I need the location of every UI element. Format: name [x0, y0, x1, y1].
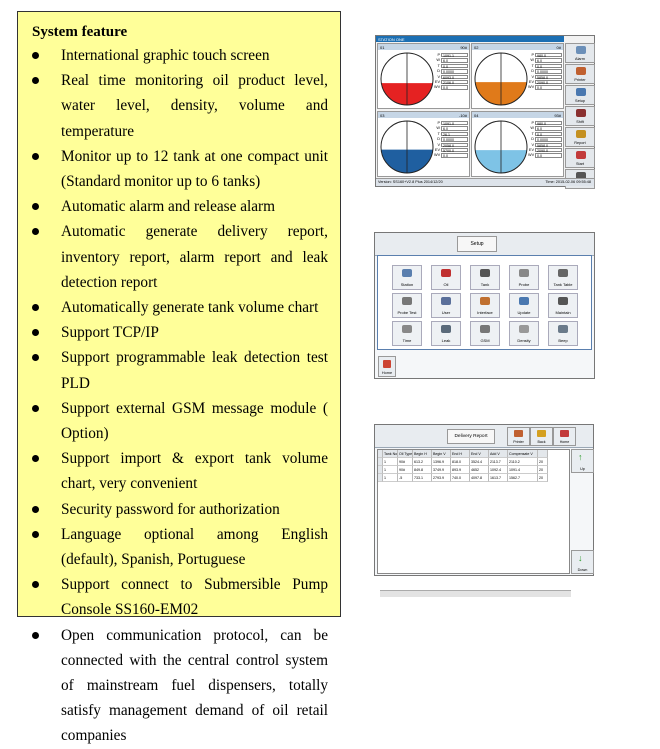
reading-key: P: [531, 53, 534, 57]
table-cell: -5: [398, 474, 413, 482]
feature-item: [32, 446, 328, 496]
feature-text: International graphic touch screen: [61, 47, 270, 64]
feature-text: Security password for authorization: [61, 500, 280, 518]
table-cell: 1: [383, 474, 398, 482]
reading-value: 2090.0: [535, 80, 562, 84]
reading-value: 0.0: [535, 153, 562, 157]
bullet-icon: [32, 203, 39, 210]
table-row[interactable]: [378, 466, 569, 474]
oil-icon: [441, 269, 451, 277]
table-cell: 3524.4: [470, 458, 489, 466]
table-cell: 2113.7: [489, 458, 508, 466]
reading-value: 2106.0: [441, 80, 468, 84]
setup-item-density[interactable]: [509, 321, 539, 346]
tank-product: -10#: [458, 112, 467, 118]
setup-item-user[interactable]: [431, 293, 461, 318]
feature-item: [32, 194, 328, 219]
reading-key: EV: [528, 147, 534, 152]
table-cell: 1: [383, 466, 398, 474]
reading-key: W: [436, 126, 440, 131]
home-icon: [383, 360, 391, 368]
reading-key: EV: [434, 147, 440, 152]
version-text: Version: SS160+V2.8 Plus 2014/12/20: [378, 180, 443, 184]
bullet-icon: [32, 581, 39, 588]
table-cell: 1396.9: [432, 458, 451, 466]
side-button-label: Shift: [576, 120, 584, 124]
setup-item-label: Time: [402, 338, 412, 343]
bullet-icon: [32, 531, 39, 538]
column-header: Add V: [489, 450, 508, 458]
reading-key: D: [531, 69, 534, 74]
tank-readings: [528, 121, 563, 159]
reading-value: 5858.0: [535, 75, 562, 79]
setup-item-tank[interactable]: [470, 265, 500, 290]
feature-item: [32, 522, 328, 572]
shift-icon: [576, 109, 586, 117]
column-header: Begin V: [432, 450, 451, 458]
reading-row: [528, 85, 563, 90]
setup-item-label: Station: [400, 282, 414, 287]
station-icon: [402, 269, 412, 277]
feature-text: Support programmable leak detection test PLD: [61, 349, 328, 392]
tank-readings: [434, 121, 469, 159]
feature-item: [32, 219, 328, 295]
printer-icon: [514, 430, 523, 437]
setup-item-station[interactable]: [392, 265, 422, 290]
feature-item: [32, 345, 328, 395]
setup-item-update[interactable]: [509, 293, 539, 318]
reading-value: 6.0: [535, 126, 562, 130]
side-button-report[interactable]: [565, 127, 595, 147]
arrow-up-icon: ↑: [578, 452, 583, 462]
side-button-label: Report: [574, 141, 586, 145]
tank-readings: [528, 53, 563, 91]
setup-item-label: GSM: [480, 338, 490, 343]
feature-text: Automatic generate delivery report, inventory report, alarm report and leak detection report: [61, 223, 328, 291]
table-cell: 1562.7: [508, 474, 538, 482]
table-header-row: [378, 450, 569, 458]
reading-value: 0.0: [535, 85, 562, 89]
home-icon: [560, 430, 569, 437]
reading-key: W: [530, 126, 534, 131]
table-cell: 20: [538, 466, 548, 474]
feature-item: [32, 572, 328, 622]
setup-title-button[interactable]: Setup: [457, 236, 497, 252]
user-icon: [441, 297, 451, 305]
setup-item-label: Leak: [441, 338, 451, 343]
side-button-label: Setup: [575, 99, 585, 103]
setup-item-label: Oil: [443, 282, 449, 287]
home-button[interactable]: [378, 356, 396, 377]
setup-item-label: Maintain: [555, 310, 571, 315]
table-cell: 1: [383, 458, 398, 466]
home-button[interactable]: [553, 427, 576, 446]
setup-screenshot: [374, 232, 595, 379]
reading-key: D: [437, 137, 440, 142]
setup-item-label: Probe Test: [397, 310, 417, 315]
tank-id: 04: [474, 112, 479, 118]
button-label: Home: [559, 440, 570, 444]
setup-item-tank-table[interactable]: [548, 265, 578, 290]
reading-value: 0.0: [535, 64, 562, 68]
feature-item: [32, 144, 328, 194]
gsm-icon: [480, 325, 490, 333]
setup-item-label: Probe: [518, 282, 530, 287]
down-label: Down: [577, 568, 588, 572]
table-cell: 613.2: [413, 458, 432, 466]
setup-item-interface[interactable]: [470, 293, 500, 318]
column-header: Tank No: [384, 452, 398, 456]
setup-item-beep[interactable]: [548, 321, 578, 346]
maintain-icon: [558, 297, 568, 305]
button-label: Printer: [513, 440, 524, 444]
scroll-up-button[interactable]: [571, 449, 594, 473]
density-icon: [519, 325, 529, 333]
tank-gauge: [380, 52, 434, 106]
bullet-icon: [32, 455, 39, 462]
feature-item: [32, 623, 328, 749]
report-icon: [576, 130, 586, 138]
reading-key: W: [436, 58, 440, 63]
reading-value: 980.0: [535, 121, 562, 125]
interface-icon: [480, 297, 490, 305]
feature-text: Support external GSM message module ( Option): [61, 399, 328, 443]
column-header: End H: [451, 450, 470, 458]
reading-value: 0.0000: [535, 137, 562, 141]
reading-value: 0.0000: [441, 69, 468, 73]
reading-value: 0.0: [441, 153, 468, 157]
horizontal-scrollbar[interactable]: [380, 590, 571, 597]
feature-text: Automatic alarm and release alarm: [61, 198, 276, 216]
station-title: STATION ONE: [378, 36, 405, 42]
table-row[interactable]: [378, 474, 569, 482]
setup-item-time[interactable]: [392, 321, 422, 346]
tank-cell[interactable]: [377, 43, 470, 109]
reading-key: W: [530, 58, 534, 63]
side-button-setup[interactable]: [565, 85, 595, 105]
title-bar: [376, 36, 564, 42]
tank-id: 01: [380, 44, 385, 50]
reading-value: 26.1: [441, 132, 468, 136]
tank-header: [472, 112, 563, 118]
table-row[interactable]: [378, 458, 569, 466]
setup-icon: [576, 88, 586, 96]
tank-gauge: [474, 52, 528, 106]
table-cell: 20: [538, 458, 548, 466]
setup-grid: [377, 255, 592, 350]
printer-icon: [576, 67, 586, 75]
setup-item-label: Interface: [477, 310, 493, 315]
column-header: Oil Type: [399, 452, 413, 456]
reading-value: 1091.0: [441, 121, 468, 125]
reading-key: D: [531, 137, 534, 142]
reading-key: T: [531, 63, 534, 68]
tank-gauge: [380, 120, 434, 174]
tank-product: 93#: [554, 112, 561, 118]
feature-item: [32, 68, 328, 144]
feature-text: Open communication protocol, can be connected with the central control system of mainstream fuel dispensers, totally satisfy management demand of oil retail companies: [61, 626, 328, 745]
setup-item-probe-test[interactable]: [392, 293, 422, 318]
feature-text: Language optional among English (default), Spanish, Portuguese: [61, 525, 328, 569]
report-header: [375, 425, 593, 448]
time-text: Time: 2015-02-06 09:55:48: [545, 180, 591, 184]
reading-value: 2058.0: [441, 143, 468, 147]
reading-key: V: [437, 142, 440, 147]
home-label: Home: [381, 371, 393, 375]
tank-table-icon: [558, 269, 568, 277]
feature-item: [32, 396, 328, 446]
reading-row: [528, 153, 563, 158]
report-table: [377, 449, 570, 574]
scroll-down-button[interactable]: [571, 550, 594, 574]
probe-icon: [519, 269, 529, 277]
table-cell: 1091.4: [508, 466, 538, 474]
table-cell: 2110.2: [508, 458, 538, 466]
table-cell: 818.0: [451, 458, 470, 466]
reading-key: EV: [434, 79, 440, 84]
tank-id: 03: [380, 112, 385, 118]
side-button-label: Alarm: [575, 57, 585, 61]
reading-value: 6.0: [441, 58, 468, 62]
reading-key: D: [437, 69, 440, 74]
reading-key: V: [437, 74, 440, 79]
update-icon: [519, 297, 529, 305]
bullet-icon: [32, 329, 39, 336]
column-header: [538, 450, 548, 458]
tank-cell[interactable]: [471, 43, 564, 109]
column-header: Compensate V: [508, 450, 538, 458]
setup-item-label: Beep: [558, 338, 568, 343]
side-button-start[interactable]: [565, 148, 595, 168]
table-cell: 1092.4: [489, 466, 508, 474]
reading-key: WV: [528, 153, 535, 158]
bullet-icon: [32, 153, 39, 160]
tank-product: 0#: [556, 44, 561, 50]
reading-key: P: [437, 121, 440, 125]
reading-key: WV: [434, 153, 441, 158]
tank-id: 02: [474, 44, 479, 50]
feature-item: [32, 497, 328, 522]
side-button-printer[interactable]: [565, 64, 595, 84]
tank-monitor-screenshot: [375, 35, 595, 187]
table-cell: 849.8: [413, 466, 432, 474]
reading-value: 0.0: [441, 64, 468, 68]
tank-readings: [434, 53, 469, 91]
setup-item-label: User: [441, 310, 451, 315]
setup-item-gsm[interactable]: [470, 321, 500, 346]
feature-item: [32, 43, 328, 68]
feature-text: Support import & export tank volume chart, very convenient: [61, 450, 328, 493]
bullet-icon: [32, 77, 39, 84]
reading-value: 1091.1: [441, 53, 468, 57]
reading-value: 5700.0: [441, 148, 468, 152]
back-icon: [537, 430, 546, 437]
side-button-alarm[interactable]: [565, 43, 595, 63]
beep-icon: [558, 325, 568, 333]
time-icon: [402, 325, 412, 333]
table-cell: 893.9: [451, 466, 470, 474]
probe-test-icon: [402, 297, 412, 305]
reading-key: EV: [528, 79, 534, 84]
table-cell: 90#: [398, 466, 413, 474]
feature-text: Automatically generate tank volume chart: [61, 299, 319, 317]
reading-value: 0.0: [535, 132, 562, 136]
status-bar: [376, 178, 594, 186]
table-cell: 4097.8: [470, 474, 489, 482]
bullet-icon: [32, 506, 39, 513]
bullet-icon: [32, 52, 39, 59]
bullet-icon: [32, 405, 39, 412]
feature-text: Support TCP/IP: [61, 324, 159, 342]
feature-item: [32, 320, 328, 345]
back-button[interactable]: [530, 427, 553, 446]
tank-header: [472, 44, 563, 50]
feature-title: System feature: [32, 24, 128, 40]
setup-item-probe[interactable]: [509, 265, 539, 290]
button-label: Back: [537, 440, 546, 444]
reading-key: WV: [528, 85, 535, 90]
reading-key: V: [531, 142, 534, 147]
up-label: Up: [580, 467, 585, 471]
bullet-icon: [32, 632, 39, 639]
setup-item-label: Tank Table: [553, 282, 573, 287]
reading-key: V: [531, 74, 534, 79]
setup-item-label: Density: [517, 338, 531, 343]
printer-button[interactable]: [507, 427, 530, 446]
feature-text: Monitor up to 12 tank at one compact unit (Standard monitor up to 6 tanks): [61, 147, 328, 191]
table-cell: 20: [538, 474, 548, 482]
side-button-shift[interactable]: [565, 106, 595, 126]
reading-value: 980.0: [535, 53, 562, 57]
side-button-label: Printer: [574, 78, 586, 82]
feature-text: Real time monitoring oil product level, water level, density, volume and temperature: [61, 72, 328, 140]
column-header: Begin H: [413, 450, 432, 458]
table-cell: 3749.9: [432, 466, 451, 474]
table-cell: 4652: [470, 466, 489, 474]
table-cell: 733.1: [413, 474, 432, 482]
leak-icon: [441, 325, 451, 333]
setup-item-label: Tank: [480, 282, 490, 287]
tank-icon: [480, 269, 490, 277]
tank-header: [378, 44, 469, 50]
bullet-icon: [32, 354, 39, 361]
table-cell: 90#: [398, 458, 413, 466]
arrow-down-icon: ↓: [578, 553, 583, 563]
reading-value: 6.0: [441, 126, 468, 130]
reading-row: [434, 153, 469, 158]
setup-item-label: Update: [517, 310, 531, 315]
table-cell: 1613.7: [489, 474, 508, 482]
column-header: End V: [470, 450, 489, 458]
reading-value: 0.0000: [441, 137, 468, 141]
reading-key: P: [531, 121, 534, 125]
tank-cell[interactable]: [471, 111, 564, 177]
delivery-report-screenshot: [374, 424, 594, 576]
side-button-bar: [565, 43, 595, 190]
start-icon: [576, 151, 586, 159]
bullet-icon: [32, 304, 39, 311]
setup-item-maintain[interactable]: [548, 293, 578, 318]
tank-product: 90#: [460, 44, 467, 50]
setup-header: [375, 233, 594, 256]
bell-icon: [576, 46, 586, 54]
tank-header: [378, 112, 469, 118]
reading-value: 0.0000: [535, 69, 562, 73]
tank-gauge: [474, 120, 528, 174]
reading-value: 5858.0: [535, 143, 562, 147]
reading-value: 0.0: [441, 85, 468, 89]
reading-value: 6.0: [535, 58, 562, 62]
setup-item-oil[interactable]: [431, 265, 461, 290]
feature-box: [17, 11, 341, 745]
table-cell: 2793.9: [432, 474, 451, 482]
reading-key: P: [437, 53, 440, 57]
bullet-icon: [32, 228, 39, 235]
report-title: Delivery Report: [447, 429, 495, 444]
tank-cell[interactable]: [377, 111, 470, 177]
reading-row: [434, 85, 469, 90]
side-button-label: Start: [575, 162, 585, 166]
feature-text: Support connect to Submersible Pump Console SS160-EM02: [61, 576, 328, 619]
reading-key: WV: [434, 85, 441, 90]
reading-value: 6093.0: [441, 75, 468, 79]
reading-key: T: [531, 131, 534, 136]
reading-key: T: [437, 131, 440, 136]
reading-key: T: [437, 63, 440, 68]
feature-list: [32, 43, 328, 749]
table-cell: 740.0: [451, 474, 470, 482]
reading-value: 2090.0: [535, 148, 562, 152]
setup-item-leak[interactable]: [431, 321, 461, 346]
feature-item: [32, 295, 328, 320]
